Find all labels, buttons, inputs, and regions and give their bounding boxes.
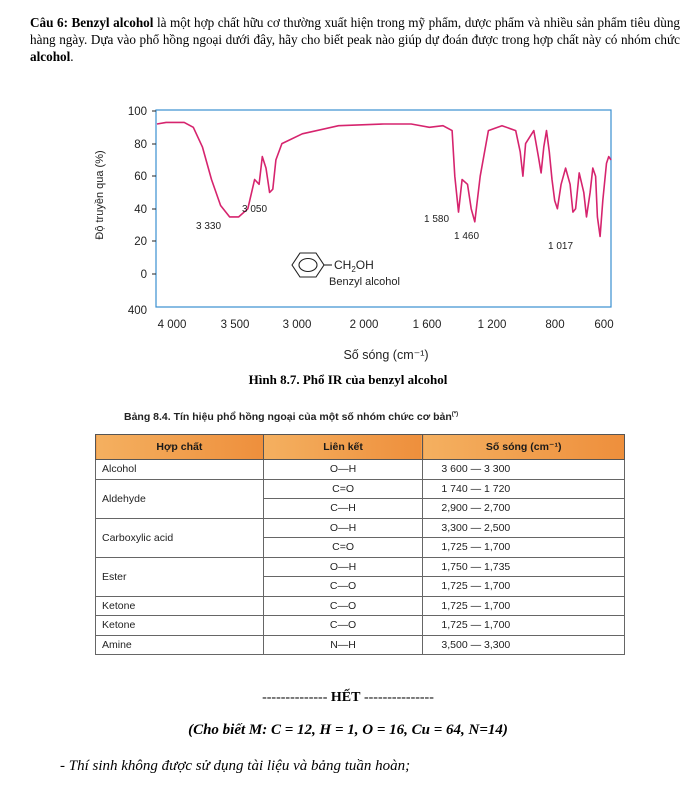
header-wavenumber: Số sóng (cm⁻¹) [423,435,625,460]
structure-formula: $CH_2OH$ [334,258,374,274]
table-row: Carboxylic acid O—H 3,300 — 2,500 [96,518,625,538]
question-end: . [70,49,74,64]
x-tick-600: 600 [594,319,614,331]
y-tick-100: 100 [127,106,147,118]
x-tick-4000: 4 000 [157,319,187,331]
y-axis-label: Độ truyền qua (%) [94,150,106,240]
y-tick-80: 80 [134,139,147,151]
table-row: Ketone C—O 1,725 — 1,700 [96,596,625,616]
header-compound: Hợp chất [96,435,264,460]
x-tick-1200: 1 200 [477,319,507,331]
peak-label-1460: 1 460 [454,231,480,242]
y-tick-20: 20 [134,236,147,248]
figure-caption: Hình 8.7. Phổ IR của benzyl alcohol [248,372,448,387]
exam-rules-note: - Thí sinh không được sử dụng tài liệu và bảng tuần hoàn; [60,758,411,774]
table-row: Alcohol O—H 3 600 — 3 300 [96,460,625,480]
functional-group: alcohol [30,49,71,64]
peak-label-3050: 3 050 [242,204,268,215]
x-tick-3500: 3 500 [220,319,250,331]
peak-label-1580: 1 580 [424,214,450,225]
end-marker: -------------- HẾT --------------- [262,690,434,705]
x-tick-1600: 1 600 [412,319,442,331]
y-tick-60: 60 [134,171,147,183]
header-bond: Liên kết [263,435,423,460]
structure-name: Benzyl alcohol [329,276,400,288]
ir-spectrum-chart [0,0,696,372]
spectrum-line [157,122,611,236]
table-row: C—O 1,725 — 1,700 [96,577,625,597]
y-tick-40: 40 [134,204,147,216]
functional-group-table [95,434,625,655]
x-tick-2000: 2 000 [349,319,379,331]
table-row: Ketone C—O 1,725 — 1,700 [96,616,625,636]
benzene-ring-icon [292,253,332,277]
x-axis-label: Số sóng (cm⁻¹) [343,348,429,362]
x-tick-3000: 3 000 [282,319,312,331]
table-header-row [96,435,625,460]
table-row: C—H 2,900 — 2,700 [96,499,625,519]
table-row: Ester O—H 1,750 — 1,735 [96,557,625,577]
peak-label-1017: 1 017 [548,241,574,252]
question-label: Câu 6: [30,15,68,30]
question-body: là một hợp chất hữu cơ thường xuất hiện trong mỹ phẩm, dược phẩm và nhiều sản phẩm tiêu dùng hàng ngày. Dựa vào phổ hồng ngoại dưới đây, hãy cho biết peak nào giúp dự đoán được trong hợp chất này có nhóm chức [30,15,681,47]
x-tick-800: 800 [545,319,565,331]
table-row: Aldehyde C=O 1 740 — 1 720 [96,479,625,499]
y-tick-0: 0 [140,269,147,281]
table-title: Bảng 8.4. Tín hiệu phổ hồng ngoại của một số nhóm chức cơ bản(*) [124,411,459,423]
atomic-masses-note: (Cho biết M: C = 12, H = 1, O = 16, Cu = 64, N=14) [188,722,508,738]
table-row: C=O 1,725 — 1,700 [96,538,625,558]
compound-name: Benzyl alcohol [71,15,154,30]
peak-label-3330: 3 330 [196,221,222,232]
y-tick-400: 400 [127,305,147,317]
table-row: Amine N—H 3,500 — 3,300 [96,635,625,655]
